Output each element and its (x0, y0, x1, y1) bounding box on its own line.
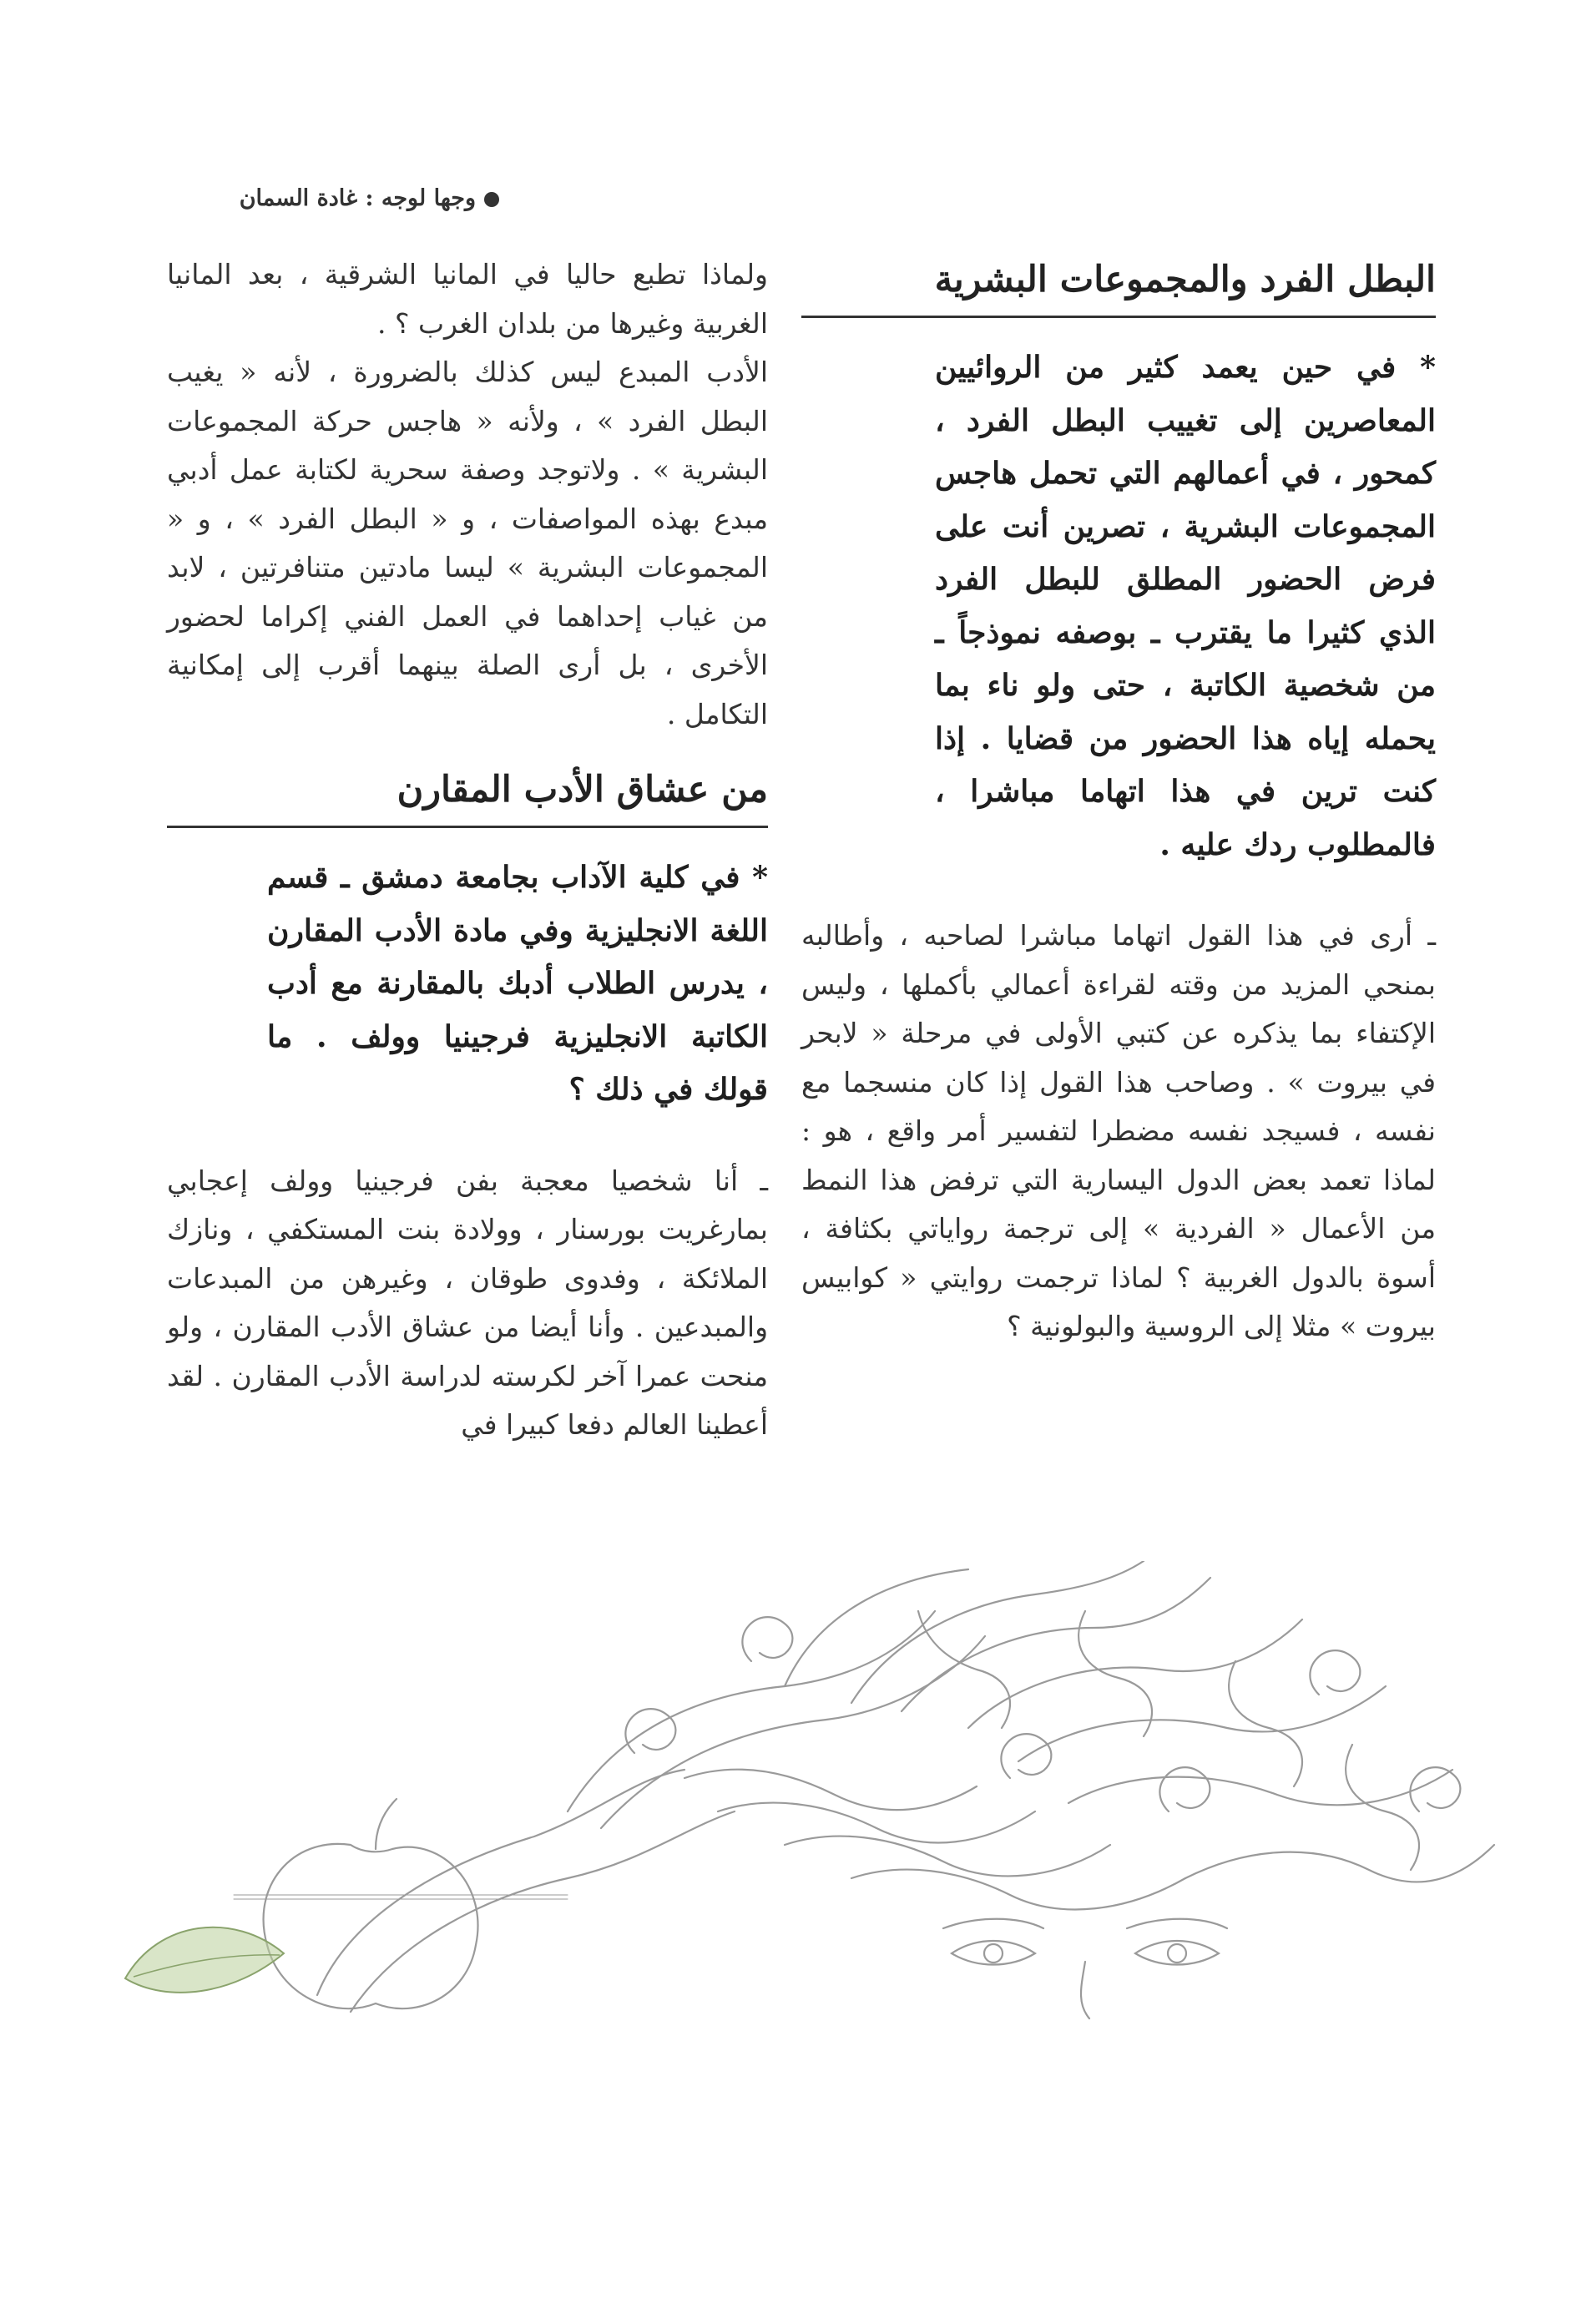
section-heading-hero: البطل الفرد والمجموعات البشرية (801, 259, 1436, 318)
answer-continuation: ولماذا تطبع حاليا في المانيا الشرقية ، بعد المانيا الغربية وغيرها من بلدان الغرب ؟ . (167, 258, 768, 340)
section-heading-comparative: من عشاق الأدب المقارن (167, 769, 768, 828)
hair-face-illustration (100, 1561, 1511, 2028)
interview-question-1: * في حين يعمد كثير من الروائيين المعاصرين إلى تغييب البطل الفرد ، كمحور ، في أعمالهم التي تحمل هاجس المجموعات البشرية ، تصرين أنت على فرض الحضور المطلق للبطل الفرد الذي كثيرا ما يقترب ـ بوصفه نموذجاً ـ من شخصية الكاتبة ، حتى ولو ناء بما يحمله إياه هذا الحضور من قضايا . إذا كنت ترين في هذا اتهاما مباشرا ، فالمطلوب ردك عليه . (935, 350, 1436, 862)
running-header (165, 185, 499, 211)
left-column (167, 250, 768, 1450)
interview-question-2: * في كلية الآداب بجامعة دمشق ـ قسم اللغة الانجليزية وفي مادة الأدب المقارن ، يدرس الطلاب أدبك بالمقارنة مع أدب الكاتبة الانجليزية فرجينيا وولف . ما قولك في ذلك ؟ (267, 860, 768, 1107)
interview-answer-1: ـ أرى في هذا القول اتهاما مباشرا لصاحبه ، وأطالبه بمنحي المزيد من وقته لقراءة أعمالي بأكملها ، وليس الإكتفاء بما يذكره عن كتبي الأولى في مرحلة « لابحر في بيروت » . وصاحب هذا القول إذا كان منسجما مع نفسه ، فسيجد نفسه مضطرا لتفسير أمر واقع ، هو : لماذا تعمد بعض الدول اليسارية التي ترفض هذا النمط من الأعمال « الفردية » إلى ترجمة رواياتي بكثافة ، أسوة بالدول الغربية ؟ لماذا ترجمت روايتي « كوابيس بيروت » مثلا إلى الروسية والبولونية ؟ (801, 919, 1436, 1342)
right-column (801, 259, 1436, 1351)
interview-answer-2: ـ أنا شخصيا معجبة بفن فرجينيا وولف إعجابي بمارغريت بورسنار ، وولادة بنت المستكفي ، ونازك الملائكة ، وفدوى طوقان ، وغيرهن من المبدعات والمبدعين . وأنا أيضا من عشاق الأدب المقارن ، ولو منحت عمرا آخر لكرسته لدراسة الأدب المقارن . لقد أعطينا العالم دفعا كبيرا في (167, 1164, 768, 1441)
running-title: وجها لوجه : غادة السمان (239, 185, 476, 211)
answer-paragraph: الأدب المبدع ليس كذلك بالضرورة ، لأنه « يغيب البطل الفرد » ، ولأنه « هاجس حركة المجموعات البشرية » . ولاتوجد وصفة سحرية لكتابة عمل أدبي مبدع بهذه المواصفات ، و « البطل الفرد » ، و « المجموعات البشرية » ليسا مادتين متنافرتين ، لابد من غياب إحداهما في العمل الفني إكراما لحضور الأخرى ، بل أرى الصلة بينهما أقرب إلى إمكانية التكامل . (167, 356, 768, 730)
bullet-icon (484, 192, 499, 207)
